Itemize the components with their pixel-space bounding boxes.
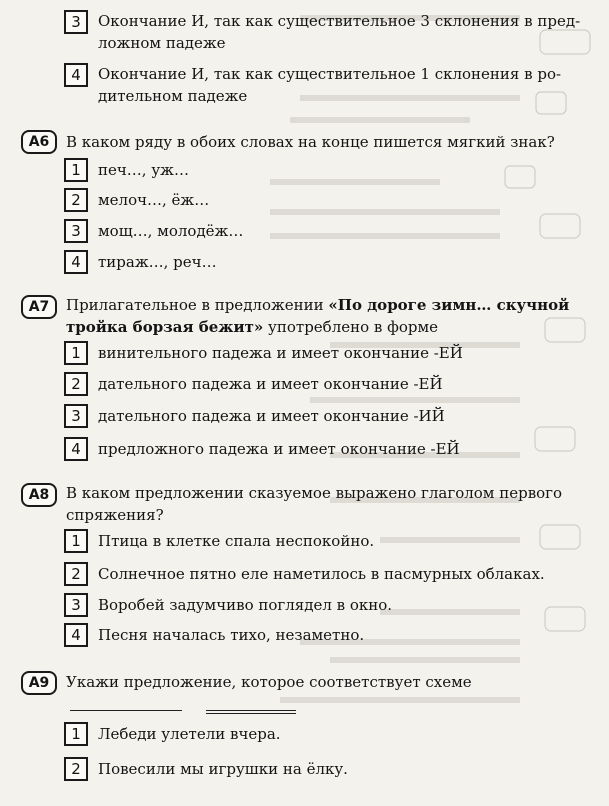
option-text: мощ…, молодёж…	[98, 222, 244, 240]
a7-option-4[interactable]	[64, 437, 460, 461]
scheme-underline-3	[206, 713, 296, 714]
question-a7-line2-quote: тройка борзая бежит»	[66, 318, 264, 336]
option-number-box: 2	[64, 372, 88, 396]
option-text: Песня началась тихо, незаметно.	[98, 626, 365, 644]
option-4-prev[interactable]	[64, 63, 561, 107]
a9-option-1[interactable]	[64, 722, 281, 746]
option-text: печ…, уж…	[98, 161, 189, 179]
question-a7-text	[66, 294, 569, 338]
question-a8-line2: спряжения?	[66, 506, 164, 524]
option-number-box: 4	[64, 63, 88, 87]
question-tag-a6: А6	[21, 130, 57, 154]
question-a7-line1-plain: Прилагательное в предложении	[66, 296, 329, 314]
a8-option-1[interactable]	[64, 529, 374, 553]
option-number-box: 4	[64, 250, 88, 274]
option-text: Повесили мы игрушки на ёлку.	[98, 760, 348, 778]
option-text: винительного падежа и имеет окончание -ЕЙ	[98, 344, 463, 362]
a8-option-2[interactable]	[64, 562, 545, 586]
option-text: дательного падежа и имеет окончание -ИЙ	[98, 407, 445, 425]
option-text-line1: Окончание И, так как существительное 3 склонения в пред-	[98, 12, 581, 30]
option-text: Воробей задумчиво поглядел в окно.	[98, 596, 393, 614]
scheme-underline-1	[70, 710, 182, 711]
a6-option-2[interactable]	[64, 188, 209, 212]
question-tag-a8: А8	[21, 483, 57, 507]
question-a9-text: Укажи предложение, которое соответствует схеме	[66, 673, 472, 691]
option-text: Птица в клетке спала неспокойно.	[98, 532, 375, 550]
a9-option-2[interactable]	[64, 757, 348, 781]
question-tag-a7: А7	[21, 295, 57, 319]
a7-option-2[interactable]	[64, 372, 443, 396]
option-number-box: 3	[64, 219, 88, 243]
option-text: Лебеди улетели вчера.	[98, 725, 281, 743]
question-a7-line2-plain: употреблено в форме	[263, 318, 439, 336]
option-3-prev[interactable]	[64, 10, 580, 54]
option-text: предложного падежа и имеет окончание -ЕЙ	[98, 440, 460, 458]
scheme-underline-2	[206, 710, 296, 711]
a7-option-1[interactable]	[64, 341, 463, 365]
option-number-box: 1	[64, 529, 88, 553]
option-text: тираж…, реч…	[98, 253, 217, 271]
option-text-line2: ложном падеже	[98, 34, 226, 52]
option-number-box: 1	[64, 722, 88, 746]
a7-option-3[interactable]	[64, 404, 445, 428]
option-number-box: 4	[64, 623, 88, 647]
option-number-box: 4	[64, 437, 88, 461]
question-a7-line1-quote: «По дороге зимн… скучной	[328, 296, 570, 314]
a6-option-4[interactable]	[64, 250, 217, 274]
option-number-box: 1	[64, 341, 88, 365]
option-number-box: 3	[64, 593, 88, 617]
option-text: дательного падежа и имеет окончание -ЕЙ	[98, 375, 443, 393]
a6-option-3[interactable]	[64, 219, 243, 243]
option-text: Солнечное пятно еле наметилось в пасмурных облаках.	[98, 565, 545, 583]
option-text-line2: дительном падеже	[98, 87, 248, 105]
question-a8-line1: В каком предложении сказуемое выражено глаголом первого	[66, 484, 563, 502]
question-a6-text: В каком ряду в обоих словах на конце пишется мягкий знак?	[66, 133, 555, 151]
question-tag-a9: А9	[21, 671, 57, 695]
a6-option-1[interactable]	[64, 158, 189, 182]
a8-option-4[interactable]	[64, 623, 364, 647]
a8-option-3[interactable]	[64, 593, 392, 617]
option-number-box: 3	[64, 404, 88, 428]
option-text: мелоч…, ёж…	[98, 191, 210, 209]
option-number-box: 3	[64, 10, 88, 34]
option-number-box: 1	[64, 158, 88, 182]
option-number-box: 2	[64, 188, 88, 212]
option-number-box: 2	[64, 757, 88, 781]
option-text-line1: Окончание И, так как существительное 1 склонения в ро-	[98, 65, 562, 83]
question-a8-text	[66, 482, 562, 526]
option-number-box: 2	[64, 562, 88, 586]
